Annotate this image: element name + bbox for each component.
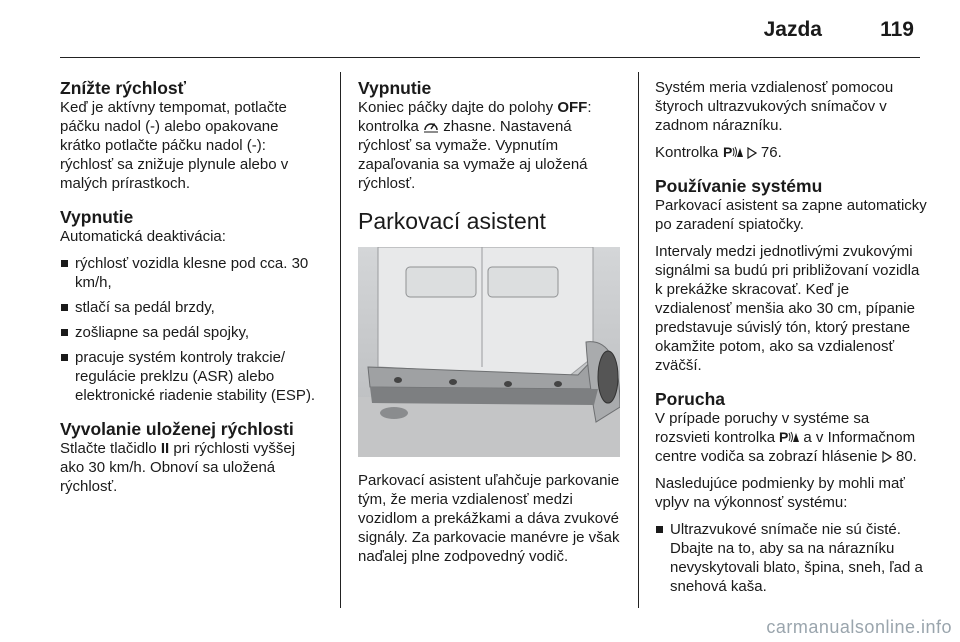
page-reference-icon (882, 451, 892, 463)
list-item: rýchlosť vozidla klesne pod cca. 30 km/h, (60, 254, 322, 292)
deactivation-list (60, 254, 322, 405)
section-heading-deactivation: Vypnutie (60, 207, 134, 227)
chapter-title: Jazda (763, 18, 822, 41)
section-heading-using-system: Používanie systému (655, 176, 823, 196)
list-item: zošliapne sa pedál spojky, (60, 323, 322, 342)
section-heading-recall-speed: Vyvolanie uloženej rýchlosti (60, 419, 294, 439)
column-divider-2 (638, 72, 639, 608)
column-1 (60, 78, 322, 496)
bullet-icon (61, 354, 68, 361)
bullet-icon (61, 329, 68, 336)
paragraph-sensors: Systém meria vzdialenosť pomocou štyroch ultrazvukových snímačov v zadnom nárazníku. (655, 79, 894, 134)
paragraph-reduce-speed: Keď je aktívny tempomat, potlačte páčku nadol (-) alebo opakovane krátko potlačte páčku nadol (-): rýchlosť sa znižuje plynule alebo v malých prírastkoch. (60, 99, 289, 192)
column-3 (655, 78, 927, 602)
rear-bumper-sensors-image (358, 247, 620, 457)
svg-text:P: P (779, 429, 789, 444)
page-number: 119 (880, 18, 914, 41)
bullet-icon (61, 304, 68, 311)
section-heading-fault: Porucha (655, 389, 726, 409)
page-reference-icon (747, 147, 757, 159)
list-item: Ultrazvukové snímače nie sú čisté. Dbajte na to, aby sa na nárazníku nevyskytovali blato, špina, sneh, ľad a snehová kaša. (655, 520, 927, 596)
parking-assist-icon (723, 144, 743, 159)
paragraph-conditions: Nasledujúce podmienky by mohli mať vplyv na výkonnosť systému: (655, 475, 905, 511)
paragraph-auto-on: Parkovací asistent sa zapne automaticky po zaradení spiatočky. (655, 197, 927, 233)
pause-symbol-icon: II (160, 440, 170, 457)
conditions-list (655, 520, 927, 596)
bullet-icon (61, 260, 68, 267)
section-heading-off: Vypnutie (358, 78, 432, 98)
paragraph-intervals: Intervaly medzi jednotlivými zvukovými signálmi sa budú pri približovaní vozidla k prekážke skracovať. Keď je vzdialenosť menšia ako 30 cm, pípanie predstavuje súvislý tón, ktorý prestane okamžite potom, ako sa vzdialenosť zväčší. (655, 243, 920, 374)
list-item: stlačí sa pedál brzdy, (60, 298, 322, 317)
bullet-icon (656, 526, 663, 533)
paragraph-auto-deactivation: Automatická deaktivácia: (60, 228, 226, 245)
column-2 (358, 78, 626, 566)
paragraph-off: Koniec páčky dajte do polohy OFF: kontrolka zhasne. Nastavená rýchlosť sa vymaže. Vypnutím zapaľovania sa vymaže aj uložená rýchlosť. (358, 99, 592, 192)
cruise-control-warning-icon (423, 118, 439, 133)
rear-bumper-illustration (358, 247, 620, 457)
svg-text:P: P (722, 144, 732, 159)
parking-assist-icon (779, 429, 799, 444)
paragraph-fault: V prípade poruchy v systéme sa rozsvieti kontrolka P a v Informačnom centre vodiča sa zobrazí hlásenie 80. (655, 410, 917, 465)
paragraph-parking-assist: Parkovací asistent uľahčuje parkovanie tým, že meria vzdialenosť medzi vozidlom a prekážkami a dáva zvukové signály. Za parkovacie manévre je však naďalej plne zodpovedný vodič. (358, 472, 620, 565)
paragraph-recall-speed: Stlačte tlačidlo II pri rýchlosti vyššej ako 30 km/h. Obnoví sa uložená rýchlosť. (60, 440, 296, 495)
column-divider-1 (340, 72, 341, 608)
watermark: carmanualsonline.info (766, 617, 952, 637)
page-header (60, 14, 920, 54)
section-heading-reduce-speed: Znížte rýchlosť (60, 78, 187, 98)
list-item: pracuje systém kontroly trakcie/ regulácie preklzu (ASR) alebo elektronické riadenie stability (ESP). (60, 348, 322, 405)
section-heading-parking-assist: Parkovací asistent (358, 208, 546, 234)
header-divider (60, 57, 920, 58)
paragraph-indicator: Kontrolka P 76. (655, 144, 782, 161)
